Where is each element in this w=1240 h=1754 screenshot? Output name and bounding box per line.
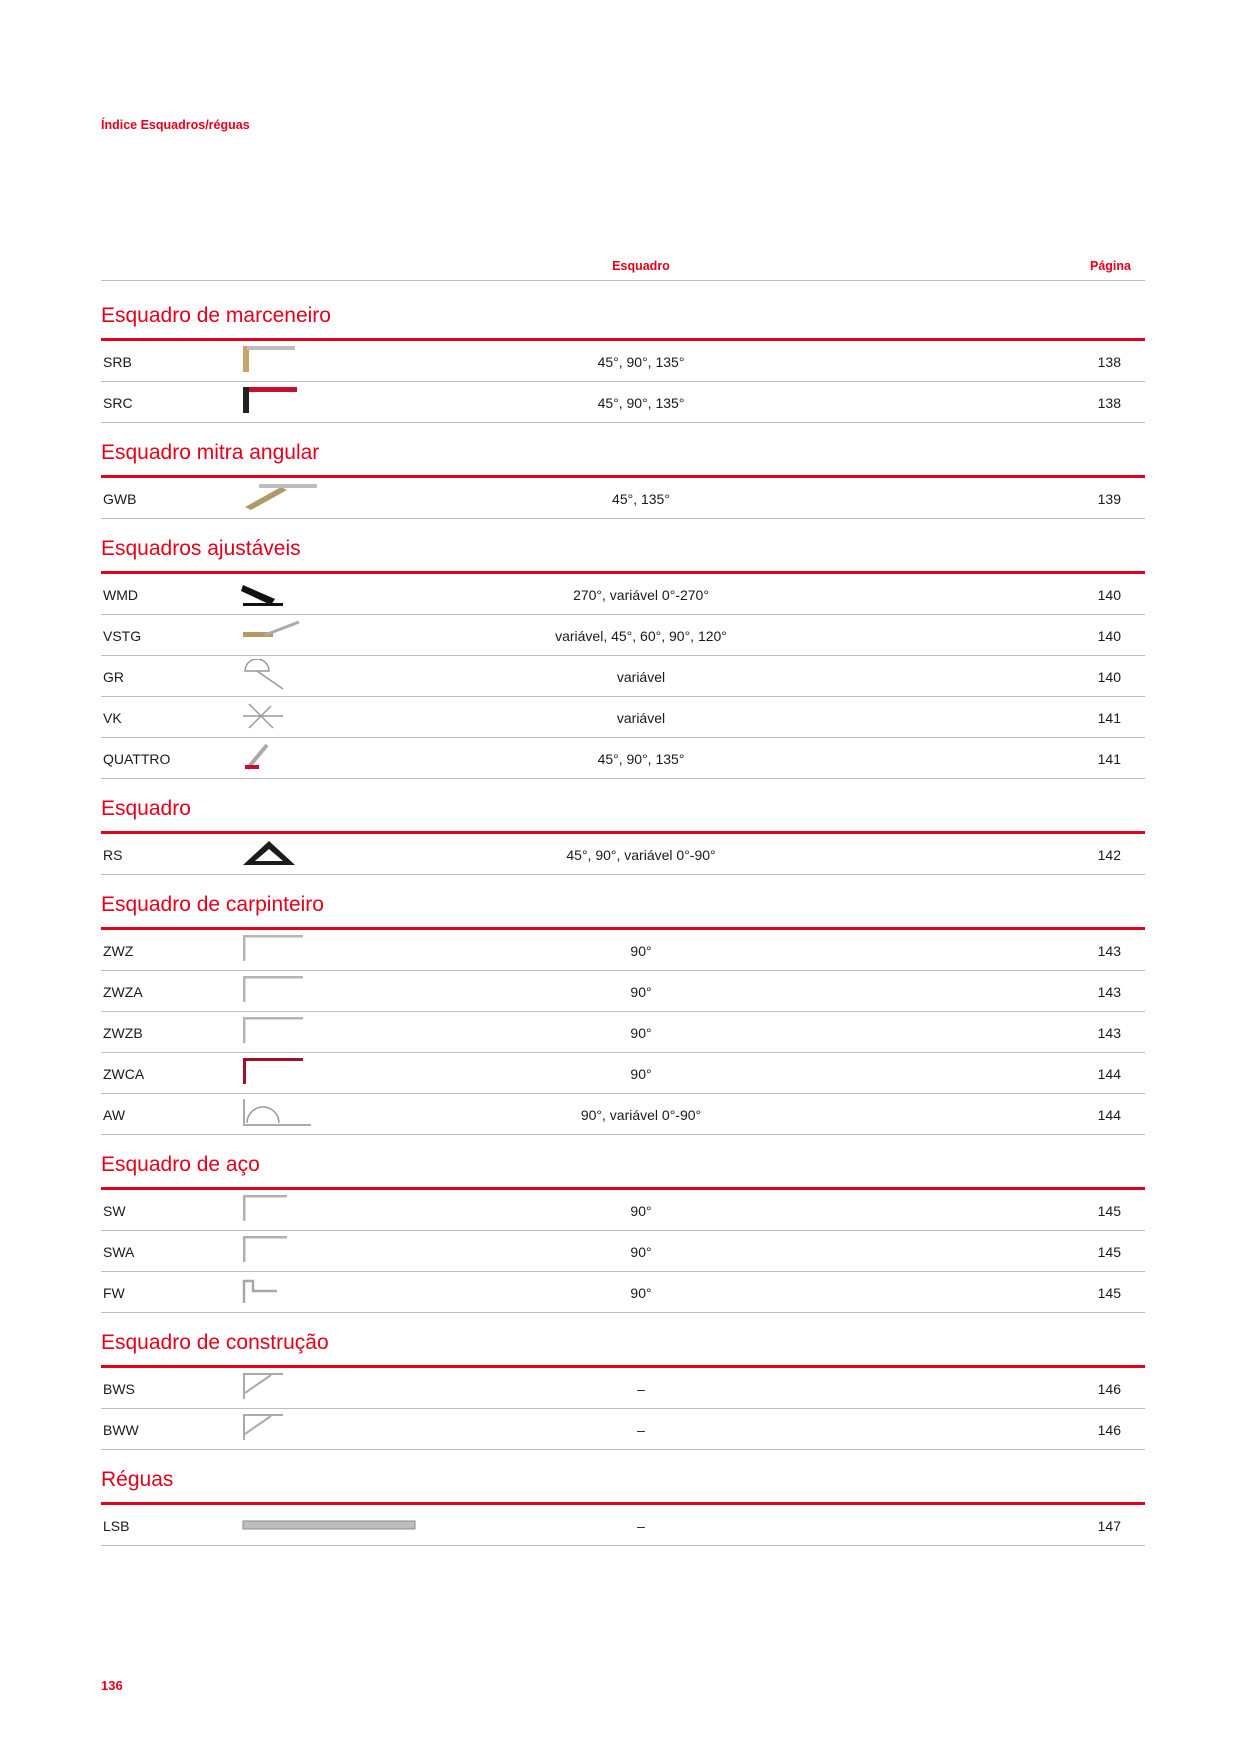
product-code: ZWCA bbox=[103, 1066, 145, 1082]
table-row bbox=[101, 697, 1145, 738]
angles: – bbox=[637, 1381, 645, 1397]
table-row bbox=[101, 341, 1145, 382]
page-ref: 141 bbox=[1097, 710, 1121, 726]
braced-square-icon bbox=[241, 1412, 421, 1444]
angles: 90° bbox=[630, 1025, 652, 1041]
multi-square-icon bbox=[241, 741, 421, 773]
table-row bbox=[101, 1012, 1145, 1053]
section bbox=[101, 441, 1145, 519]
product-code: VK bbox=[103, 710, 122, 726]
table-row bbox=[101, 1231, 1145, 1272]
page-ref: 146 bbox=[1097, 1381, 1121, 1397]
section-title: Esquadro de marceneiro bbox=[101, 304, 1145, 341]
section bbox=[101, 1331, 1145, 1450]
section-title: Esquadro mitra angular bbox=[101, 441, 1145, 478]
miter-square-icon bbox=[241, 481, 421, 513]
page-ref: 141 bbox=[1097, 751, 1121, 767]
angles: 45°, 135° bbox=[612, 491, 670, 507]
section bbox=[101, 797, 1145, 875]
product-code: ZWZA bbox=[103, 984, 143, 1000]
page-ref: 145 bbox=[1097, 1203, 1121, 1219]
table-row bbox=[101, 1190, 1145, 1231]
page-ref: 143 bbox=[1097, 943, 1121, 959]
angles: variável, 45°, 60°, 90°, 120° bbox=[555, 628, 727, 644]
table-row bbox=[101, 574, 1145, 615]
table-row bbox=[101, 656, 1145, 697]
page-ref: 140 bbox=[1097, 628, 1121, 644]
page-ref: 147 bbox=[1097, 1518, 1121, 1534]
digital-angle-square-icon bbox=[241, 577, 421, 609]
rafter-square-icon bbox=[241, 837, 421, 869]
flat-square-red-icon bbox=[241, 1056, 421, 1088]
column-header bbox=[101, 256, 1145, 281]
stepped-square-icon bbox=[241, 1275, 421, 1307]
section bbox=[101, 1468, 1145, 1546]
section bbox=[101, 1153, 1145, 1313]
table-row bbox=[101, 1409, 1145, 1450]
protractor-icon bbox=[241, 659, 421, 691]
angles: 90° bbox=[630, 1203, 652, 1219]
angles: 45°, 90°, 135° bbox=[597, 751, 685, 767]
product-code: SWA bbox=[103, 1244, 135, 1260]
product-code: GR bbox=[103, 669, 124, 685]
angles: variável bbox=[616, 710, 666, 726]
section-title: Esquadros ajustáveis bbox=[101, 537, 1145, 574]
square-with-protractor-icon bbox=[241, 1097, 421, 1129]
product-code: SRB bbox=[103, 354, 132, 370]
table-row bbox=[101, 971, 1145, 1012]
page-ref: 146 bbox=[1097, 1422, 1121, 1438]
product-code: AW bbox=[103, 1107, 126, 1123]
product-code: SRC bbox=[103, 395, 133, 411]
adjustable-bevel-icon bbox=[241, 618, 421, 650]
table-row bbox=[101, 1053, 1145, 1094]
carpenter-square-red-icon bbox=[241, 385, 421, 417]
page-ref: 144 bbox=[1097, 1107, 1121, 1123]
angles: 90° bbox=[630, 1066, 652, 1082]
sliding-bevel-icon bbox=[241, 700, 421, 732]
table-row bbox=[101, 834, 1145, 875]
section-title: Réguas bbox=[101, 1468, 1145, 1505]
table-row bbox=[101, 1505, 1145, 1546]
product-code: QUATTRO bbox=[103, 751, 171, 767]
section-title: Esquadro de construção bbox=[101, 1331, 1145, 1368]
table-row bbox=[101, 1094, 1145, 1135]
product-code: GWB bbox=[103, 491, 137, 507]
product-code: ZWZ bbox=[103, 943, 134, 959]
section-title: Esquadro de carpinteiro bbox=[101, 893, 1145, 930]
page-ref: 143 bbox=[1097, 984, 1121, 1000]
product-code: BWW bbox=[103, 1422, 139, 1438]
section bbox=[101, 537, 1145, 779]
sections-list bbox=[101, 304, 1145, 1564]
product-code: WMD bbox=[103, 587, 138, 603]
section-title: Esquadro de aço bbox=[101, 1153, 1145, 1190]
page-ref: 138 bbox=[1097, 395, 1121, 411]
section-title: Esquadro bbox=[101, 797, 1145, 834]
angles: 90° bbox=[630, 943, 652, 959]
page-ref: 138 bbox=[1097, 354, 1121, 370]
flat-square-icon bbox=[241, 1015, 421, 1047]
angles: 45°, 90°, 135° bbox=[597, 354, 685, 370]
angles: 90° bbox=[630, 1285, 652, 1301]
angles: 45°, 90°, variável 0°-90° bbox=[566, 847, 716, 863]
product-code: VSTG bbox=[103, 628, 142, 644]
table-row bbox=[101, 382, 1145, 423]
table-row bbox=[101, 1368, 1145, 1409]
angles: 90° bbox=[630, 1244, 652, 1260]
steel-ruler-icon bbox=[241, 1508, 421, 1540]
table-row bbox=[101, 1272, 1145, 1313]
page-ref: 145 bbox=[1097, 1244, 1121, 1260]
angles: variável bbox=[616, 669, 666, 685]
page-ref: 139 bbox=[1097, 491, 1121, 507]
table-row bbox=[101, 930, 1145, 971]
page-ref: 145 bbox=[1097, 1285, 1121, 1301]
carpenter-square-wood-icon bbox=[241, 344, 421, 376]
page-ref: 142 bbox=[1097, 847, 1121, 863]
running-head: Índice Esquadros/réguas bbox=[101, 118, 250, 132]
angles: – bbox=[637, 1422, 645, 1438]
page-number: 136 bbox=[101, 1678, 123, 1693]
product-code: RS bbox=[103, 847, 123, 863]
steel-square-icon bbox=[241, 1234, 421, 1266]
page-ref: 140 bbox=[1097, 669, 1121, 685]
table-row bbox=[101, 615, 1145, 656]
product-code: BWS bbox=[103, 1381, 135, 1397]
column-header-esquadro: Esquadro bbox=[612, 259, 670, 273]
page-ref: 144 bbox=[1097, 1066, 1121, 1082]
angles: – bbox=[637, 1518, 645, 1534]
flat-square-icon bbox=[241, 933, 421, 965]
product-code: LSB bbox=[103, 1518, 130, 1534]
table-row bbox=[101, 478, 1145, 519]
section bbox=[101, 893, 1145, 1135]
steel-square-icon bbox=[241, 1193, 421, 1225]
product-code: SW bbox=[103, 1203, 126, 1219]
angles: 270°, variável 0°-270° bbox=[573, 587, 709, 603]
product-code: ZWZB bbox=[103, 1025, 143, 1041]
table-row bbox=[101, 738, 1145, 779]
product-code: FW bbox=[103, 1285, 125, 1301]
angles: 90° bbox=[630, 984, 652, 1000]
angles: 45°, 90°, 135° bbox=[597, 395, 685, 411]
page-ref: 143 bbox=[1097, 1025, 1121, 1041]
angles: 90°, variável 0°-90° bbox=[580, 1107, 702, 1123]
page-ref: 140 bbox=[1097, 587, 1121, 603]
flat-square-icon bbox=[241, 974, 421, 1006]
braced-square-icon bbox=[241, 1371, 421, 1403]
column-header-pagina: Página bbox=[1090, 259, 1131, 273]
section bbox=[101, 304, 1145, 423]
